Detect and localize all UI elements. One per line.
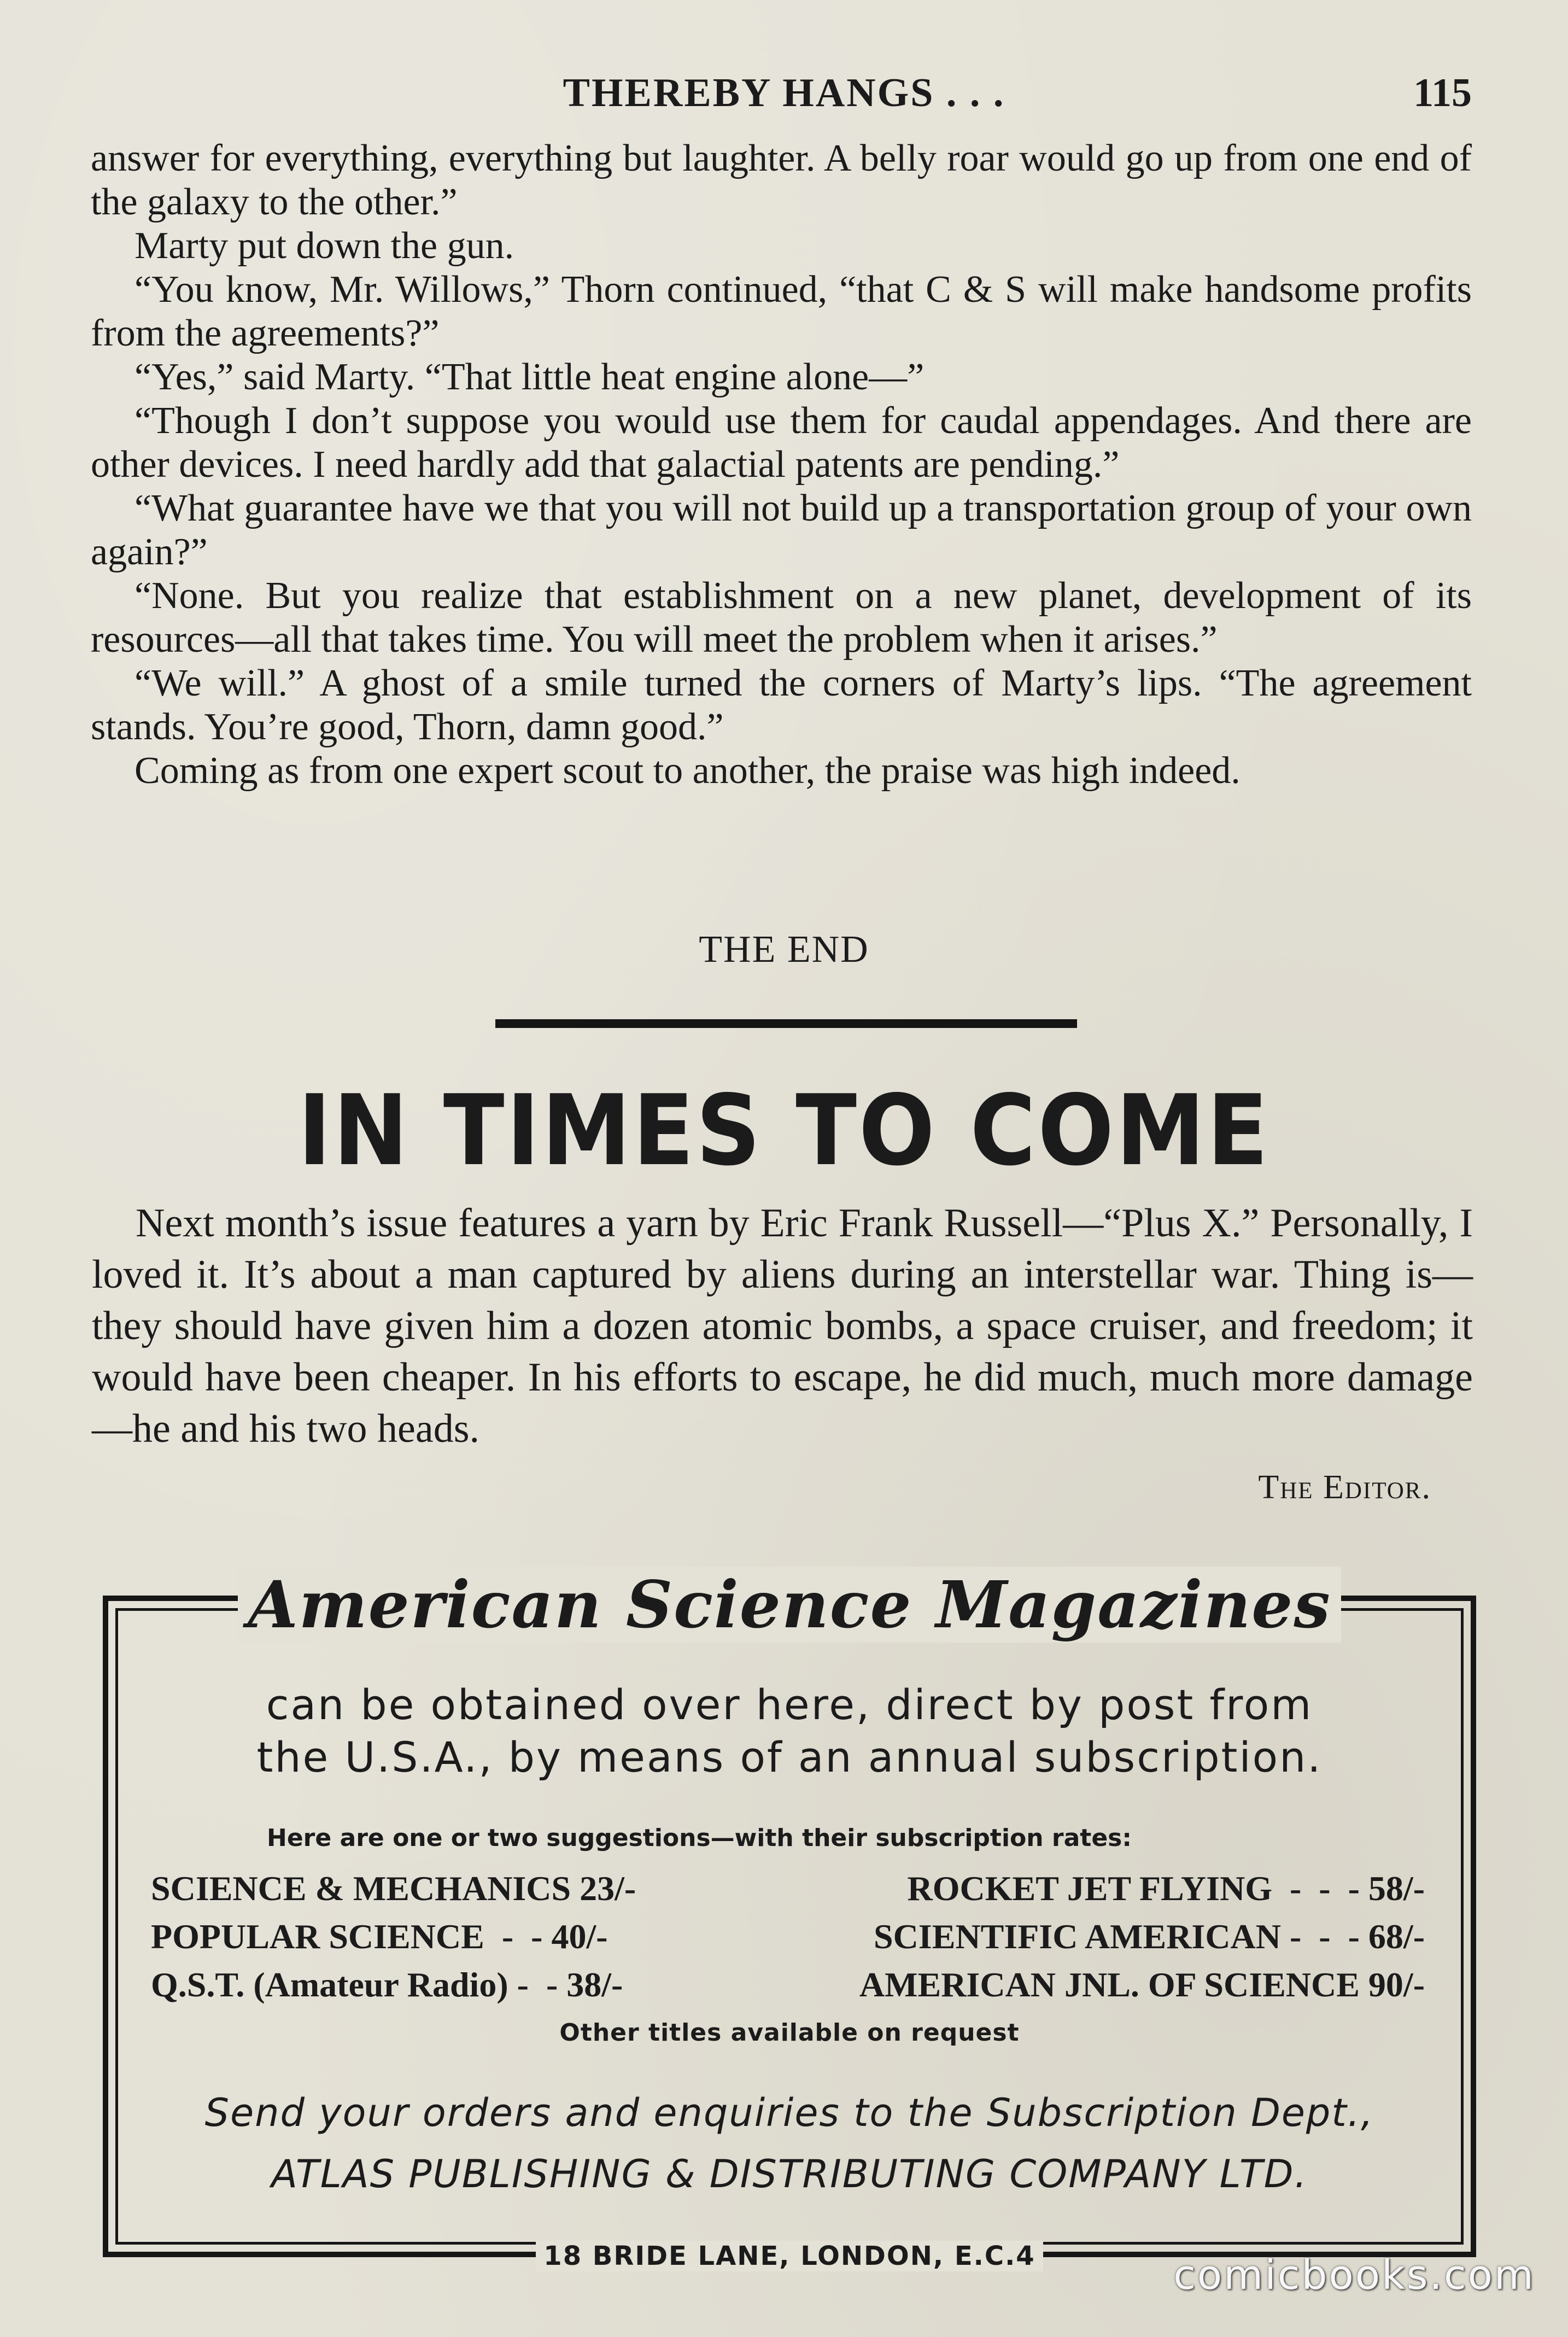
story-paragraph: “You know, Mr. Willows,” Thorn continued, “that C & S will make handsome profits from the agreements?”: [91, 268, 1472, 354]
rate-cell: Q.S.T. (Amateur Radio) - - 38/-: [151, 1965, 623, 2004]
story-paragraph: Coming as from one expert scout to another, the praise was high indeed.: [134, 750, 1241, 792]
story-paragraph: answer for everything, everything but laughter. A belly roar would go up from one end of the galaxy to the other.”: [91, 137, 1472, 223]
editorial-text: [92, 1197, 1473, 1454]
advert-title: American Science Magazines: [238, 1567, 1341, 1643]
story-paragraph: “Yes,” said Marty. “That little heat engine alone—”: [134, 356, 925, 398]
company-address: 18 BRIDE LANE, LONDON, E.C.4: [536, 2241, 1043, 2271]
signature-text: The Editor.: [1258, 1469, 1431, 1506]
story-paragraph: “What guarantee have we that you will not build up a transportation group of your own again?”: [91, 487, 1472, 573]
story-paragraph: “None. But you realize that establishment on a new planet, development of its resources—all that takes time. You will meet the problem when it arises.”: [91, 575, 1472, 661]
order-instructions: [108, 2082, 1471, 2205]
story-paragraph: Marty put down the gun.: [134, 225, 514, 267]
the-end-marker: THE END: [699, 928, 869, 971]
editorial-paragraph: Next month’s issue features a yarn by Eric Frank Russell—“Plus X.” Personally, I loved it. It’s about a man captured by aliens during an interstellar war. Thing is—they should have given him a dozen atomic bombs, a space cruiser, and freedom; it would have been cheaper. In his efforts to escape, he did much, much more damage—he and his two heads.: [92, 1201, 1473, 1451]
company-name: ATLAS PUBLISHING & DISTRIBUTING COMPANY LTD.: [271, 2152, 1308, 2196]
rate-cell: AMERICAN JNL. OF SCIENCE 90/-: [859, 1965, 1425, 2004]
rate-row: [151, 1961, 1425, 2009]
advert-title-wrap: [108, 1567, 1471, 1643]
advert-body-line: the U.S.A., by means of an annual subscription.: [256, 1733, 1323, 1781]
page-number: 115: [1413, 71, 1472, 115]
advert-intro: Here are one or two suggestions—with their subscription rates:: [267, 1824, 1132, 1852]
advertisement-box: [103, 1567, 1476, 2271]
story-paragraph: “Though I don’t suppose you would use them for caudal appendages. And there are other devices. I need hardly add that galactial patents are pending.”: [91, 400, 1472, 486]
rate-cell: POPULAR SCIENCE - - 40/-: [151, 1917, 608, 1956]
advert-body: [108, 1679, 1471, 1784]
other-titles-note: Other titles available on request: [559, 2019, 1020, 2047]
section-divider: [495, 1019, 1077, 1028]
rate-cell: SCIENCE & MECHANICS 23/-: [151, 1869, 636, 1908]
story-paragraph: “We will.” A ghost of a smile turned the corners of Marty’s lips. “The agreement stands. You’re good, Thorn, damn good.”: [91, 662, 1472, 748]
editor-signature: [1258, 1465, 1431, 1509]
advert-body-line: can be obtained over here, direct by post from: [266, 1680, 1313, 1729]
running-title: THEREBY HANGS . . .: [563, 71, 1005, 115]
send-line: Send your orders and enquiries to the Subscription Dept.,: [204, 2090, 1374, 2135]
site-watermark: comicbooks.com: [1173, 2252, 1535, 2299]
rate-row: [151, 1865, 1425, 1913]
rate-row: [151, 1913, 1425, 1961]
subscription-rates-table: [151, 1865, 1425, 2009]
section-heading: IN TIMES TO COME: [297, 1074, 1271, 1187]
rate-cell: ROCKET JET FLYING - - - 58/-: [907, 1869, 1425, 1908]
rate-cell: SCIENTIFIC AMERICAN - - - 68/-: [873, 1917, 1425, 1956]
story-text: [91, 137, 1472, 793]
